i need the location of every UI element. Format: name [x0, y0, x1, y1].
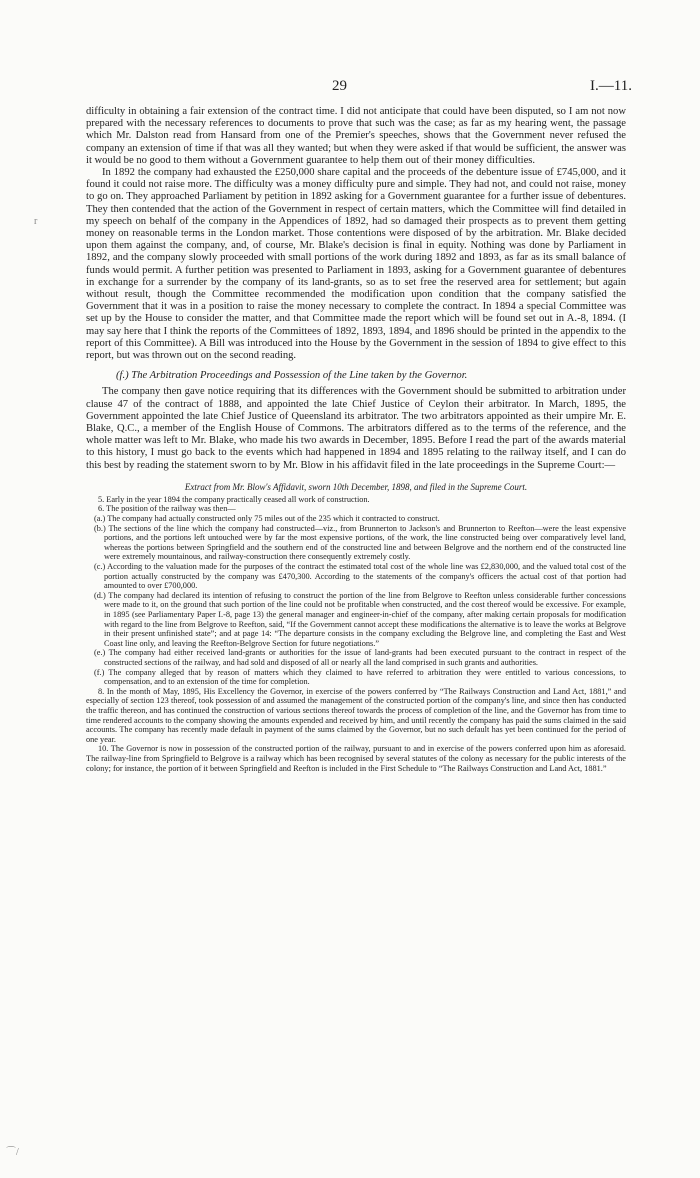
- extract-item: 10. The Governor is now in possession of the constructed portion of the railway, pursuant to and in exercise of the powers conferred upon him as aforesaid. The railway-line from Springfield to Belgrove is a railway which has been recognised by several statutes of the colony as necessary for the public interests of the colony; for instance, the portion of it between Springfield and Reefton is included in the First Schedule to “The Railways Construction and Land Act, 1881.”: [86, 744, 626, 773]
- extract-item: (e.) The company had either received land-grants or authorities for the issue of land-grants had been executed pursuant to the contract in respect of the constructed sections of the railway, and had sold and disposed of all or nearly all the land comprised in such grants and authorities.: [94, 648, 626, 667]
- section-heading: (f.) The Arbitration Proceedings and Possession of the Line taken by the Governor.: [116, 370, 468, 382]
- affidavit-extract: [86, 495, 626, 773]
- extract-item: 8. In the month of May, 1895, His Excellency the Governor, in exercise of the powers conferred by “The Railways Construction and Land Act, 1881,” and especially of section 123 thereof, took possession of and assumed the management of the constructed portion of the company's line, and since then has conducted the traffic thereon, and has continued the construction of various sections thereof towards the process of completion of the line, and the Governor has from time to time rendered accounts to the company showing the amounts expended and received by him, and until recently the company has paid the sums claimed in the said accounts. The company has recently made default in payment of the sums claimed by the Governor, but no such default has yet been continued for the period of one year.: [86, 686, 626, 744]
- extract-item: (a.) The company had actually constructed only 75 miles out of the 235 which it contracted to construct.: [94, 514, 440, 524]
- paragraph: difficulty in obtaining a fair extension of the contract time. I did not anticipate that could have been disputed, so I am not now prepared with the necessary references to documents to prove that such was the case; as far as my hearing went, the passage which Mr. Dalston read from Hansard from one of the Premier's speeches, shows that the Government never refused the company an extension of time if that was all they wanted; but when they were asked if that would be sufficient, the answer was it would be no good to them without a Government guarantee to help them out of their money difficulties.: [86, 106, 626, 166]
- extract-item: (d.) The company had declared its intention of refusing to construct the portion of the line from Belgrove to Reefton unless considerable further concessions were made to it, on the ground that such portion of the line could not be profitable when constructed, and the cost thereof would be excessive. For example, in 1895 (see Parliamentary Paper I.-8, page 13) the general manager and engineer-in-chief of the company, after making certain proposals for modification with regard to the line from Belgrove to Reefton, said, “If the Government cannot accept these modifications the alternative is to leave the works at Belgrove in their present unfinished state”; and at page 14: “The departure consists in the company excluding the Belgrove line, and completing the East and West Coast line only, and leaving the Reefton-Belgrove Section for future negotiations.”: [94, 590, 626, 648]
- paragraph: The company then gave notice requiring that its differences with the Government should be submitted to arbitration under clause 47 of the contract of 1888, and appointed the late Chief Justice of Ceylon their arbitrator. In March, 1895, the Government appointed the late Chief Justice of Queensland its arbitrator. The two arbitrators appointed as their umpire Mr. E. Blake, Q.C., a member of the English House of Commons. The arbitrators differed as to the terms of the reference, and the whole matter was left to Mr. Blake, who made his two awards in December, 1895. Before I read the part of the awards material to this history, I must go back to the events which had happened in 1894 and 1895 relating to the railway itself, and I can do this best by reading the statement sworn to by Mr. Blow in his affidavit filed in the late proceedings in the Supreme Court:—: [86, 386, 626, 471]
- page-number: 29: [332, 78, 347, 94]
- extract-item: 6. The position of the railway was then—: [98, 504, 236, 514]
- page-body: [86, 106, 626, 773]
- extract-title: Extract from Mr. Blow's Affidavit, sworn 10th December, 1898, and filed in the Supreme Court.: [184, 481, 528, 492]
- paper-reference: I.—11.: [590, 78, 632, 94]
- margin-mark: r: [34, 216, 38, 227]
- extract-item: (f.) The company alleged that by reason of matters which they claimed to have referred to arbitration they were entitled to various concessions, to compensation, and to an extension of the time for completion.: [94, 667, 626, 687]
- paragraph: In 1892 the company had exhausted the £250,000 share capital and the proceeds of the debenture issue of £745,000, and it found it could not raise more. The difficulty was a money difficulty pure and simple. They had not, and could not raise, money to go on. They approached Parliament by petition in 1892 asking for a Government guarantee for a further issue of debentures. They then contended that the action of the Government in respect of certain matters, which the Committee will find detailed in my speech on behalf of the company in the Appendices of 1892, had so damaged their prospects as to prevent them getting money on reasonable terms in the London market. Those contentions were disposed of by the arbitration. Mr. Blake decided upon them against the company, and, of course, Mr. Blake's decision is final in equity. Nothing was done by Parliament in 1892, and the company slowly proceeded with small portions of the work during 1892 and 1893, as far as its small balance of funds would permit. A further petition was presented to Parliament in 1893, asking for a Government guarantee of debentures in exchange for a surrender by the company of its land-grants, so as to set free the reserved area for settlement; but again without result, though the Committee recommended the modification upon condition that the company satisfied the Government that it was in a position to raise the money necessary to complete the contract. In 1894 a special Committee was set up by the House to consider the matter, and that Committee made the report which will be found set out in A.-8, 1894. (I may say here that I think the reports of the Committees of 1892, 1893, 1894, and 1896 should be printed in the appendix to the report of this Committee). A Bill was introduced into the House by the Government in the session of 1894 to give effect to this report, but was thrown out on the second reading.: [86, 167, 626, 362]
- extract-item: 5. Early in the year 1894 the company practically ceased all work of construction.: [98, 494, 370, 504]
- extract-item: (b.) The sections of the line which the company had constructed—viz., from Brunnerton to Jackson's and Brunnerton to Reefton—were the least expensive portions, and the portions left untouched were by far the most expensive portions, of the work, the line constructed being over comparatively level land, whereas the portions between Springfield and the southern end of the constructed line and between Belgrove and the northern end of the constructed line were extremely mountainous, and railway-construction there consequently extremely costly.: [94, 523, 626, 562]
- extract-item: (c.) According to the valuation made for the purposes of the contract the estimated total cost of the whole line was £2,830,000, and the valued total cost of the portion actually constructed by the company was £470,300. According to the statements of the company's officers the actual cost of that portion had amounted to over £700,000.: [94, 562, 626, 591]
- margin-mark: ⌒/: [6, 1147, 19, 1158]
